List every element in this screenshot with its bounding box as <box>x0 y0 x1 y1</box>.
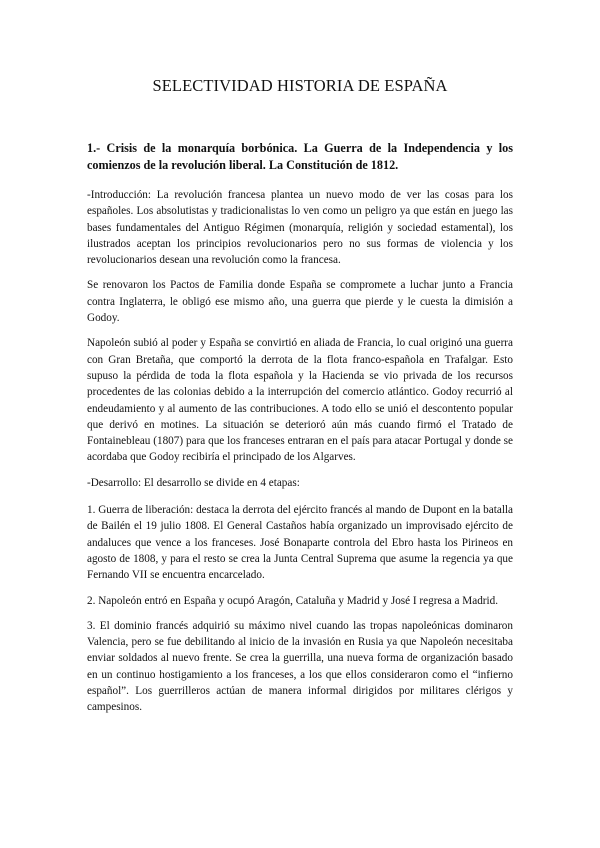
paragraph-etapa-1: 1. Guerra de liberación: destaca la derrota del ejército francés al mando de Dupont en la batalla de Bailén el 19 julio 1808. El General Castaños había organizado un improvisado ejército de andaluces que vence a los franceses. José Bonaparte controla del Ebro hasta los Pirineos en agosto de 1808, y para el resto se crea la Junta Central Suprema que asume la regencia ya que Fernando VII se encuentra encarcelado. <box>87 504 513 582</box>
page-title: SELECTIVIDAD HISTORIA DE ESPAÑA <box>152 76 448 95</box>
paragraph-napoleon: Napoleón subió al poder y España se convirtió en aliada de Francia, lo cual originó una guerra con Gran Bretaña, que comportó la derrota de la flota franco-española en Trafalgar. Esto supuso la pérdida de toda la flota española y la Hacienda se vio privada de los recursos procedentes de las colonias debido a la interrupción del comercio atlántico. Godoy recurrió al endeudamiento y al aumento de las contribuciones. A todo ello se unió el descontento popular que derivó en motines. La situación se deterioró aún más cuando firmó el Tratado de Fontainebleau (1807) para que los franceses entraran en el país para atacar Portugal y donde se acordaba que Godoy recibiría el principado de los Algarves. <box>87 337 513 464</box>
paragraph-etapa-3: 3. El dominio francés adquirió su máximo nivel cuando las tropas napoleónicas dominaron Valencia, pero se fue debilitando al inicio de la invasión en Rusia ya que Napoleón necesitaba enviar soldados al nuevo frente. Se crea la guerrilla, una nueva forma de organización basado en un continuo hostigamiento a los franceses, a los que ellos consideraron como el “infierno español”. Los guerrilleros actúan de manera informal dirigidos por militares clérigos y campesinos. <box>87 619 513 714</box>
paragraph-pactos-de-familia: Se renovaron los Pactos de Familia donde España se compromete a luchar junto a Francia contra Inglaterra, le obligó ese mismo año, una guerra que pierde y le cuesta la dimisión a Godoy. <box>87 279 513 325</box>
document-body <box>87 140 513 725</box>
section-heading: 1.- Crisis de la monarquía borbónica. La Guerra de la Independencia y los comienzos de la revolución liberal. La Constitución de 1812. <box>87 141 513 172</box>
paragraph-desarrollo: -Desarrollo: El desarrollo se divide en 4 etapas: <box>87 476 300 489</box>
paragraph-etapa-2: 2. Napoleón entró en España y ocupó Aragón, Cataluña y Madrid y José I regresa a Madrid. <box>87 594 499 607</box>
paragraph-introduccion: -Introducción: La revolución francesa plantea un nuevo modo de ver las cosas para los españoles. Los absolutistas y tradicionalistas lo ven como un peligro ya que están en juego las bases fundamentales del Antiguo Régimen (monarquía, religión y sociedad estamental), los ilustrados aceptan los principios revolucionarios pero no sus formas de violencia y los revolucionarios desean una revolución como la francesa. <box>87 189 513 267</box>
